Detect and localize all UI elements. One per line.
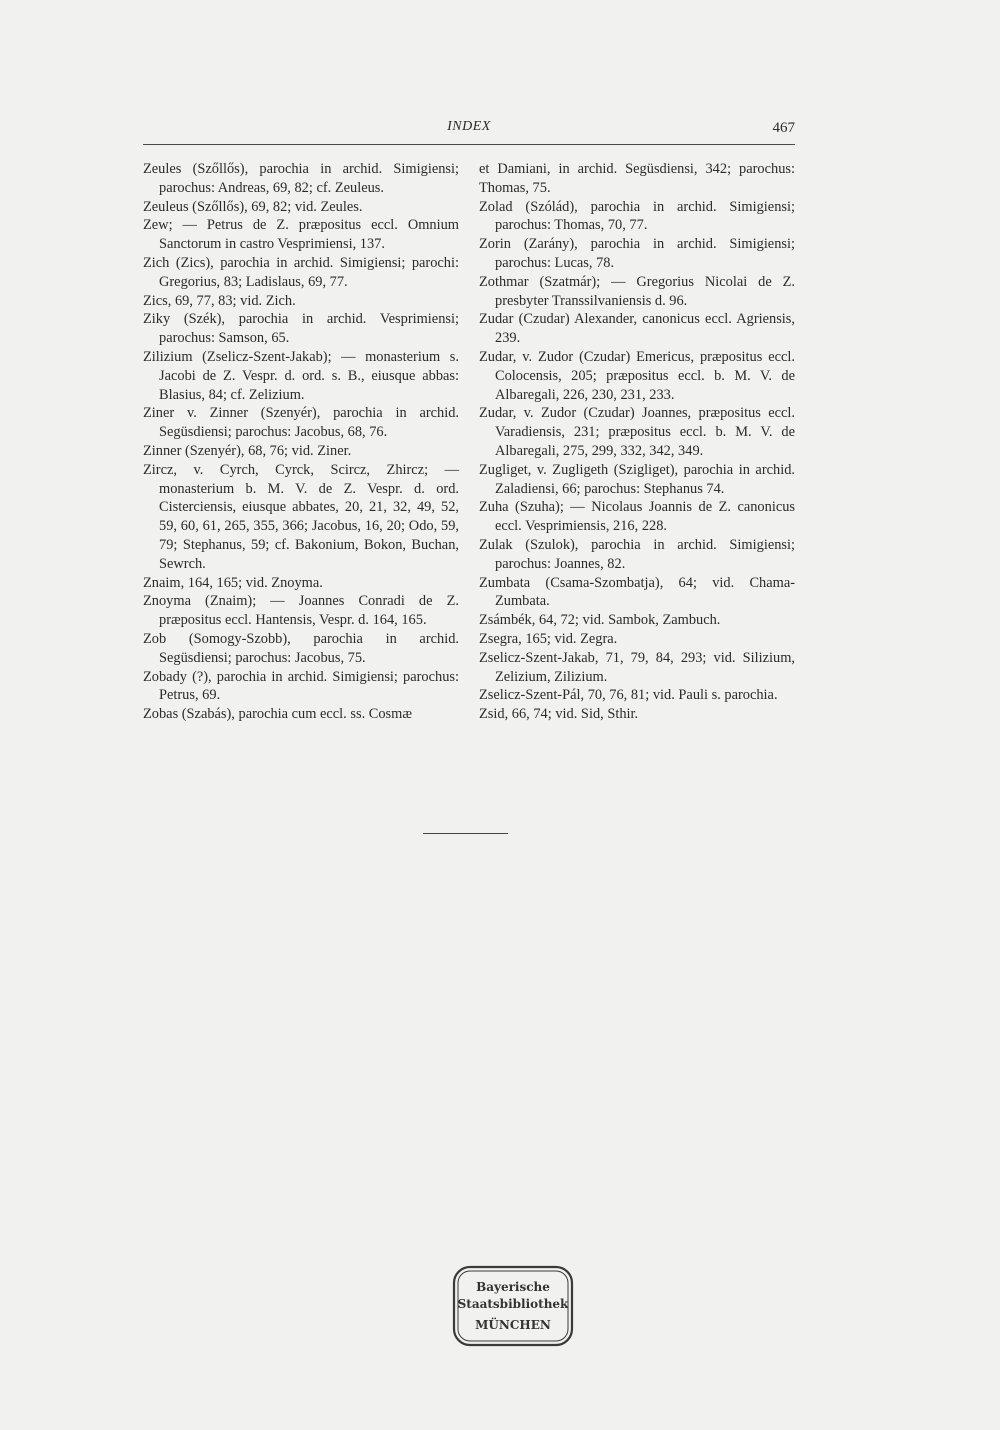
index-entry: Zich (Zics), parochia in archid. Simigiensi; parochi: Gregorius, 83; Ladislaus, 69, 77. [143, 254, 459, 290]
index-entry: Zumbata (Csama-Szombatja), 64; vid. Chama-Zumbata. [479, 574, 795, 610]
svg-text:Bayerische: Bayerische [476, 1280, 550, 1294]
svg-text:MÜNCHEN: MÜNCHEN [475, 1318, 551, 1332]
index-entry: Zeules (Szőllős), parochia in archid. Simigiensi; parochus: Andreas, 69, 82; cf. Zeuleus. [143, 161, 459, 196]
index-column-right [479, 160, 795, 724]
index-entry-continuation: et Damiani, in archid. Següsdiensi, 342; parochus: Thomas, 75. [479, 161, 795, 196]
index-entry: Zobady (?), parochia in archid. Simigiensi; parochus: Petrus, 69. [143, 668, 459, 704]
index-entry: Zobas (Szabás), parochia cum eccl. ss. Cosmæ [143, 706, 412, 723]
index-entry: Zics, 69, 77, 83; vid. Zich. [143, 292, 296, 309]
index-entry: Zob (Somogy-Szobb), parochia in archid. Següsdiensi; parochus: Jacobus, 75. [143, 630, 459, 666]
index-entry: Zuha (Szuha); — Nicolaus Joannis de Z. canonicus eccl. Vesprimiensis, 216, 228. [479, 499, 795, 535]
index-entry: Zsegra, 165; vid. Zegra. [479, 630, 618, 647]
index-entry: Zilizium (Zselicz-Szent-Jakab); — monasterium s. Jacobi de Z. Vespr. d. ord. s. B., eiusque abbas: Blasius, 84; cf. Zelizium. [143, 348, 459, 403]
library-stamp [451, 1264, 575, 1348]
index-column-left [143, 160, 459, 724]
index-entry: Zudar, v. Zudor (Czudar) Joannes, præpositus eccl. Varadiensis, 231; præpositus eccl. b. M. V. de Albaregali, 275, 299, 332, 342, 349. [479, 405, 795, 459]
library-stamp-graphic [451, 1264, 575, 1348]
index-entry: Zulak (Szulok), parochia in archid. Simigiensi; parochus: Joannes, 82. [479, 536, 795, 572]
index-entry: Zorin (Zarány), parochia in archid. Simigiensi; parochus: Lucas, 78. [479, 236, 795, 271]
index-entry: Zudar (Czudar) Alexander, canonicus eccl. Agriensis, 239. [479, 311, 795, 347]
index-entry: Zew; — Petrus de Z. præpositus eccl. Omnium Sanctorum in castro Vesprimiensi, 137. [143, 217, 459, 253]
index-entry: Znoyma (Znaim); — Joannes Conradi de Z. præpositus eccl. Hantensis, Vespr. d. 164, 165. [143, 593, 459, 629]
end-rule [423, 833, 508, 834]
svg-text:Staatsbibliothek: Staatsbibliothek [457, 1297, 569, 1311]
index-entry: Zselicz-Szent-Jakab, 71, 79, 84, 293; vid. Silizium, Zelizium, Zilizium. [479, 649, 795, 685]
index-entry: Zselicz-Szent-Pál, 70, 76, 81; vid. Pauli s. parochia. [479, 687, 778, 704]
page-header [143, 118, 795, 145]
index-entry: Zothmar (Szatmár); — Gregorius Nicolai de Z. presbyter Transsilvaniensis d. 96. [479, 273, 795, 309]
page-number: 467 [772, 120, 795, 136]
index-entry: Zeuleus (Szőllős), 69, 82; vid. Zeules. [143, 198, 363, 215]
index-entry: Ziner v. Zinner (Szenyér), parochia in archid. Següsdiensi; parochus: Jacobus, 68, 76. [143, 405, 459, 441]
index-entry: Zudar, v. Zudor (Czudar) Emericus, præpositus eccl. Colocensis, 205; præpositus eccl. b. M. V. de Albaregali, 226, 230, 231, 233. [479, 348, 795, 403]
index-entry: Znaim, 164, 165; vid. Znoyma. [143, 574, 323, 591]
running-title: INDEX [447, 119, 491, 134]
index-entry: Zircz, v. Cyrch, Cyrck, Scircz, Zhircz; — monasterium b. M. V. de Z. Vespr. d. ord. Cisterciensis, eiusque abbates, 20, 21, 32, 49, 52, 59, 60, 61, 265, 355, 366; Jacobus, 16, 20; Odo, 59, 79; Stephanus, 59; cf. Bakonium, Bokon, Buchan, Sewrch. [143, 461, 459, 572]
index-entry: Ziky (Szék), parochia in archid. Vesprimiensi; parochus: Samson, 65. [143, 311, 459, 347]
index-entry: Zolad (Szólád), parochia in archid. Simigiensi; parochus: Thomas, 70, 77. [479, 198, 795, 234]
index-entry: Zsámbék, 64, 72; vid. Sambok, Zambuch. [479, 612, 721, 629]
index-entry: Zsid, 66, 74; vid. Sid, Sthir. [479, 706, 639, 723]
index-entry: Zinner (Szenyér), 68, 76; vid. Ziner. [143, 442, 352, 459]
index-entry: Zugliget, v. Zugligeth (Szigliget), parochia in archid. Zaladiensi, 66; parochus: Stephanus 74. [479, 461, 795, 497]
